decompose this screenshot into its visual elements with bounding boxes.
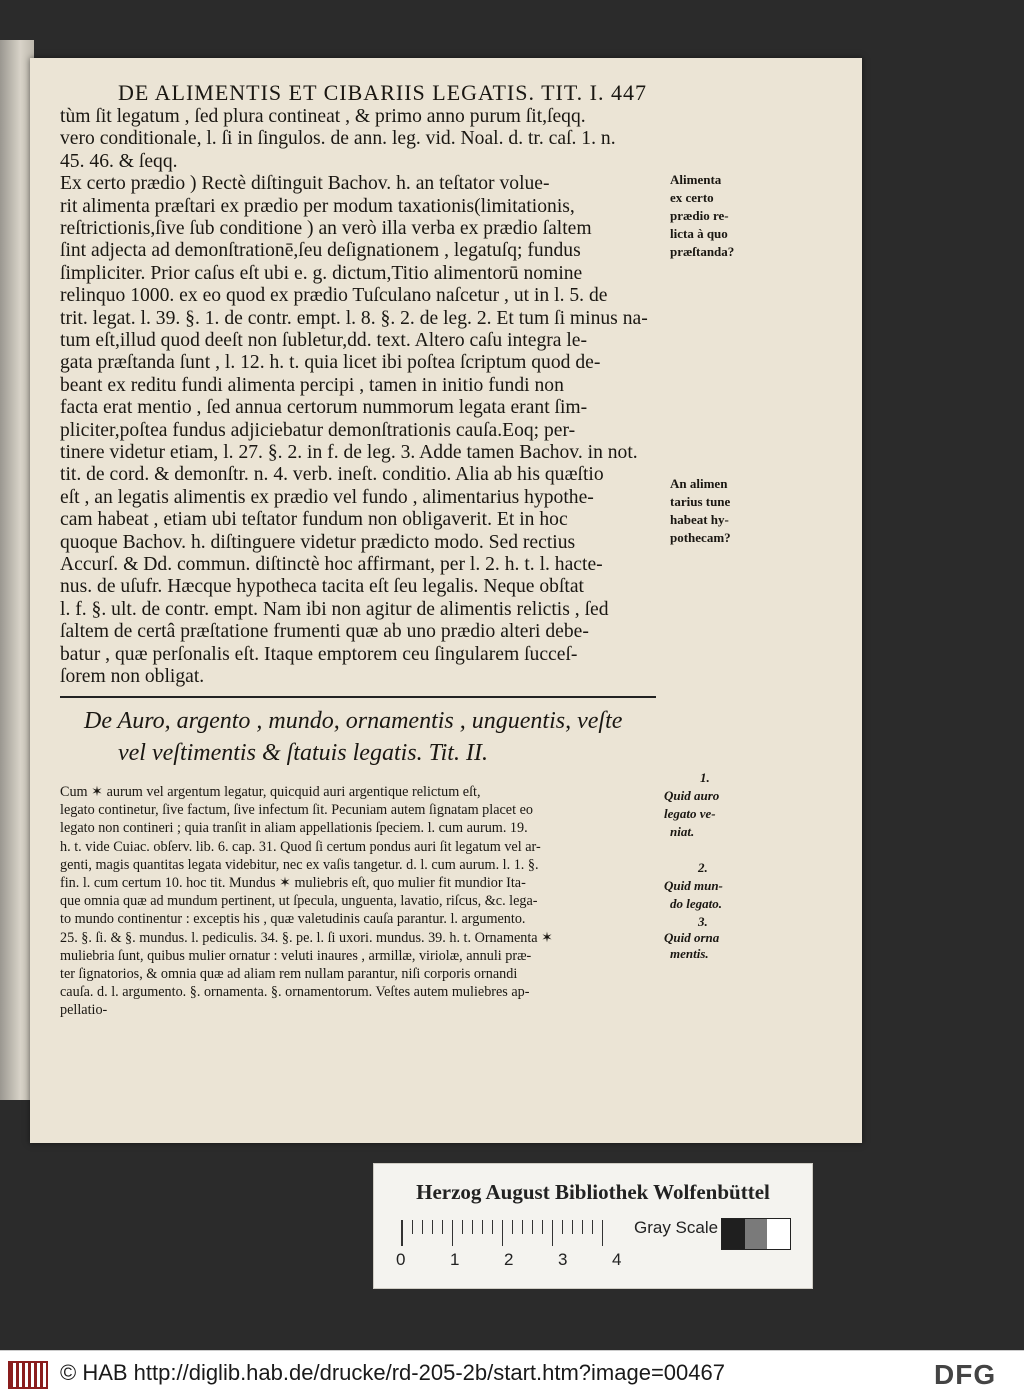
- section-title-line: vel veſtimentis & ſtatuis legatis. Tit. II.: [118, 740, 488, 766]
- margin-note: præſtanda?: [670, 244, 735, 259]
- text-line: 45. 46. & ſeqq.: [60, 150, 178, 172]
- gray-patch: [767, 1219, 790, 1249]
- text-line: trit. legat. l. 39. §. 1. de contr. empt. l. 8. §. 2. de leg. 2. Et tum ſi minus na-: [60, 307, 648, 329]
- margin-note: Quid mun-: [664, 878, 723, 893]
- ruler-tick: [572, 1220, 573, 1234]
- margin-note: ex certo: [670, 190, 714, 205]
- margin-note: legato ve-: [664, 806, 716, 821]
- section-title-line: De Auro, argento , mundo, ornamentis , unguentis, veſte: [84, 708, 623, 734]
- text-line: pellatio-: [60, 1002, 108, 1019]
- ruler-tick: [512, 1220, 513, 1234]
- ruler-number: 1: [450, 1250, 460, 1269]
- gray-patch: [722, 1219, 745, 1249]
- ruler-tick: [442, 1220, 443, 1234]
- margin-note: Quid orna: [664, 930, 720, 945]
- margin-note: 2.: [698, 860, 708, 875]
- dfg-logo: DFG: [934, 1359, 997, 1390]
- text-line: beant ex reditu fundi alimenta percipi , tamen in initio fundi non: [60, 374, 564, 396]
- text-line: genti, magis quantitas legata videbitur, nec ex vaſis tangetur. d. l. cum aurum. l. 1. §.: [60, 856, 539, 873]
- ruler-tick: [482, 1220, 483, 1234]
- ruler-tick: [582, 1220, 583, 1234]
- ruler-number: 0: [396, 1250, 406, 1269]
- text-line: to mundo continentur : exceptis his , quæ valetudinis cauſa parantur. l. argumento.: [60, 911, 526, 928]
- ruler-tick: [402, 1220, 403, 1246]
- margin-note: 3.: [698, 914, 708, 929]
- text-line: tinere videtur etiam, l. 27. §. 2. in f. de leg. 3. Adde tamen Bachov. in not.: [60, 442, 638, 463]
- text-line: rit alimenta præſtari ex prædio per modum taxationis(limitationis,: [60, 195, 575, 217]
- margin-note: 1.: [700, 770, 710, 785]
- margin-note: do legato.: [670, 896, 722, 911]
- text-line: h. t. vide Cuiac. obſerv. lib. 6. cap. 31. Quod ſi certum pondus auri ſit legatum vel ar-: [60, 838, 541, 855]
- text-line: que omnia quæ ad mundum pertinent, ut ſpecula, unguenta, lavatio, riſcus, &c. lega-: [60, 893, 538, 910]
- text-line: relinquo 1000. ex eo quod ex prædio Tuſculano naſcetur , ut in l. 5. de: [60, 285, 608, 307]
- ruler-tick: [432, 1220, 433, 1234]
- text-line: tum eſt,illud quod deeſt non ſubletur,dd. text. Altero caſu integra le-: [60, 330, 588, 351]
- running-head: DE ALIMENTIS ET CIBARIIS LEGATIS. TIT. I. 447: [118, 80, 647, 105]
- grayscale-swatch: [721, 1218, 791, 1250]
- text-line: pliciter,poſtea fundus adjiciebatur demonſtrationis cauſa.Eoq; per-: [60, 419, 576, 441]
- scale-ruler: [401, 1220, 602, 1246]
- margin-note: Alimenta: [670, 172, 722, 187]
- margin-note: pothecam?: [670, 530, 731, 545]
- text-line: reſtrictionis,ſive ſub conditione ) an verò illa verba ex prædio ſaltem: [60, 218, 592, 239]
- ruler-tick: [542, 1220, 543, 1234]
- text-line: tit. de cord. & demonſtr. n. 4. verb. ineſt. conditio. Alia ab his quæſtio: [60, 464, 604, 486]
- chart-title: Herzog August Bibliothek Wolfenbüttel: [416, 1180, 770, 1204]
- margin-note: niat.: [670, 824, 695, 839]
- text-line: l. f. §. ult. de contr. empt. Nam ibi non agitur de alimentis relictis , ſed: [60, 598, 609, 620]
- text-line: eſt , an legatis alimentis ex prædio vel fundo , alimentarius hypothe-: [60, 486, 594, 508]
- text-line: muliebria ſunt, quibus mulier ornatur : veluti inaures , armillæ, viriolæ, annuli præ-: [60, 947, 532, 964]
- margin-note: Quid auro: [664, 788, 720, 803]
- text-line: Accurſ. & Dd. commun. diſtinctè hoc affirmant, per l. 2. h. t. l. hacte-: [60, 554, 603, 575]
- ruler-tick: [532, 1220, 533, 1234]
- footer-copyright-link[interactable]: © HAB http://diglib.hab.de/drucke/rd-205-2b/start.htm?image=00467: [60, 1360, 725, 1385]
- ruler-tick: [472, 1220, 473, 1234]
- ruler-number: 2: [504, 1250, 514, 1269]
- color-calibration-chart: [373, 1163, 813, 1289]
- margin-note: habeat hy-: [670, 512, 729, 527]
- ruler-tick: [452, 1220, 453, 1246]
- hab-logo-icon: [8, 1361, 48, 1389]
- ruler-number: 4: [612, 1250, 622, 1269]
- ruler-tick: [602, 1220, 603, 1246]
- gray-patch: [745, 1219, 768, 1249]
- ruler-tick: [552, 1220, 553, 1246]
- text-line: ſint adjecta ad demonſtrationē,ſeu deſignationem , legatuſq; fundus: [60, 240, 581, 262]
- ruler-tick: [502, 1220, 503, 1246]
- text-line: 25. §. ſi. & §. mundus. l. pediculis. 34. §. pe. l. ſi uxori. mundus. 39. h. t. Ornamenta ✶: [60, 929, 554, 946]
- text-line: Ex certo prædio ) Rectè diſtinguit Bachov. h. an teſtator volue-: [60, 173, 550, 195]
- ruler-tick: [412, 1220, 413, 1234]
- footer-bar: [0, 1350, 1024, 1398]
- book-page: [30, 58, 862, 1143]
- text-line: tùm ſit legatum , ſed plura contineat , & primo anno purum ſit,ſeqq.: [60, 106, 586, 127]
- margin-note: mentis.: [670, 946, 709, 961]
- ruler-number: 3: [558, 1250, 568, 1269]
- text-line: fin. l. cum certum 10. hoc tit. Mundus ✶ muliebris eſt, quo mulier fit mundior Ita-: [60, 875, 526, 891]
- text-line: gata præſtanda ſunt , l. 12. h. t. quia licet ibi poſtea ſcriptum quod de-: [60, 352, 601, 374]
- text-line: quoque Bachov. h. diſtinguere videtur prædicto modo. Sed rectius: [60, 531, 576, 553]
- text-line: ter ſignatorios, & omnia quæ ad aliam rem nullam parantur, niſi corporis ornandi: [60, 966, 518, 982]
- ruler-tick: [422, 1220, 423, 1234]
- text-line: cam habeat , etiam ubi teſtator fundum non obligaverit. Et in hoc: [60, 509, 568, 531]
- previous-page-edge: [0, 40, 34, 1100]
- margin-note: licta à quo: [670, 226, 728, 241]
- text-line: ſimpliciter. Prior caſus eſt ubi e. g. dictum,Titio alimentorū nomine: [60, 262, 583, 284]
- text-line: nus. de uſufr. Hæcque hypotheca tacita eſt ſeu legalis. Neque obſtat: [60, 576, 584, 598]
- grayscale-label: Gray Scale: [634, 1218, 719, 1237]
- ruler-tick: [562, 1220, 563, 1234]
- text-line: legato non contineri ; quia tranſit in aliam appellationis ſpeciem. l. cum aurum. 19.: [60, 820, 528, 837]
- ruler-tick: [522, 1220, 523, 1234]
- ruler-tick: [462, 1220, 463, 1234]
- margin-note: prædio re-: [670, 208, 729, 223]
- margin-note: An alimen: [670, 476, 728, 491]
- margin-note: tarius tune: [670, 494, 731, 509]
- text-line: facta erat mentio , ſed annua certorum nummorum legata erant ſim-: [60, 397, 588, 419]
- text-line: cauſa. d. l. argumento. §. ornamenta. §. ornamentorum. Veſtes autem muliebres ap-: [60, 984, 530, 1001]
- text-line: vero conditionale, l. ſi in ſingulos. de ann. leg. vid. Noal. d. tr. caſ. 1. n.: [60, 128, 616, 150]
- text-line: ſaltem de certâ præſtatione frumenti quæ ab uno prædio alteri debe-: [60, 621, 589, 643]
- ruler-tick: [492, 1220, 493, 1234]
- ruler-tick: [592, 1220, 593, 1234]
- section-rule: [60, 696, 656, 698]
- text-line: batur , quæ perſonalis eſt. Itaque emptorem ceu ſingularem ſucceſ-: [60, 643, 578, 665]
- text-line: Cum ✶ aurum vel argentum legatur, quicquid auri argentique relictum eſt,: [60, 784, 481, 800]
- text-line: legato continetur, ſive factum, ſive infectum ſit. Pecuniam autem ſignatam placet eo: [60, 802, 533, 819]
- text-line: ſorem non obligat.: [60, 666, 205, 687]
